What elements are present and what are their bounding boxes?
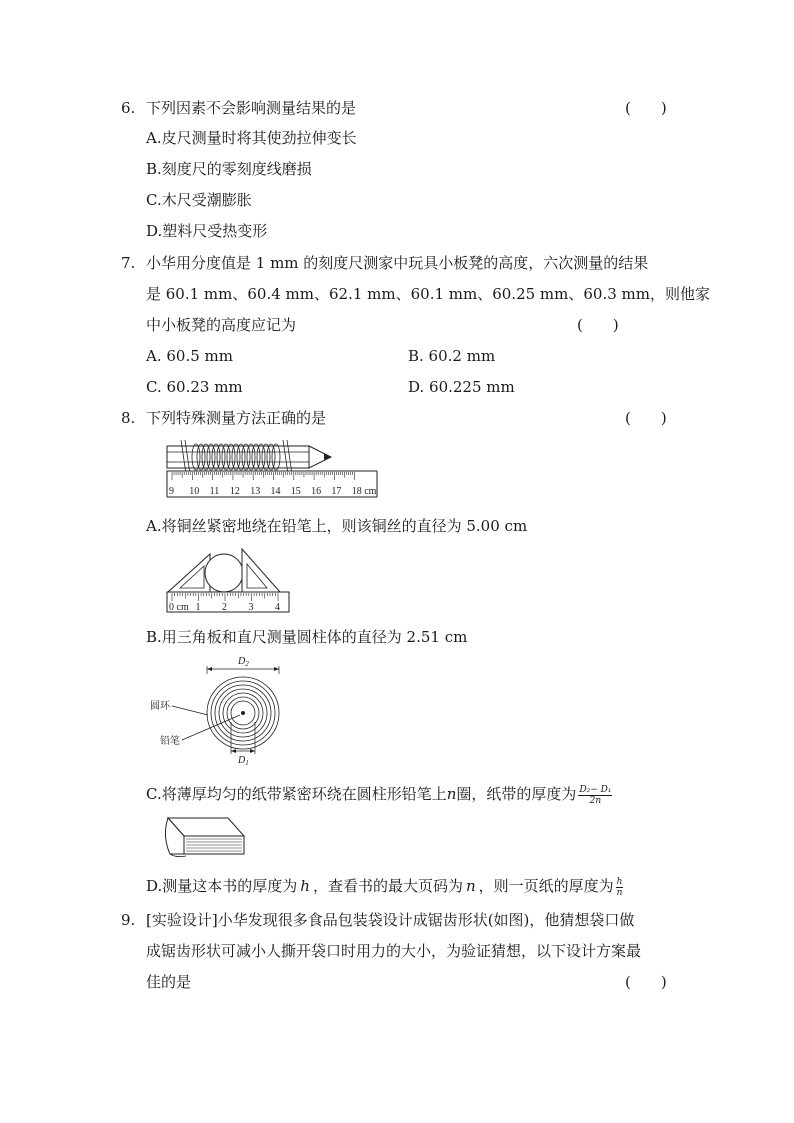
question-7-number: 7. (121, 254, 136, 272)
question-7-stem-line-3: 中小板凳的高度应记为 (146, 316, 297, 334)
ruler-label: 0 cm (169, 602, 189, 613)
ruler-label: 14 (270, 486, 281, 497)
question-8-option-d: D.测量这本书的厚度为 h ，查看书的最大页码为 n ，则一页纸的厚度为 $\frac{h}{n}$ (146, 876, 623, 898)
ruler-label: 12 (229, 486, 240, 497)
ruler-label: 9 (169, 486, 174, 497)
ruler-label: 10 (189, 486, 200, 497)
question-8-answer-blank: ( ) (625, 409, 667, 427)
ruler-label: 3 (248, 602, 254, 613)
question-9-number: 9. (121, 911, 136, 929)
question-7-option-d: D. 60.225 mm (408, 378, 515, 396)
figure-b-triangles-cylinder (166, 546, 292, 616)
ruler-label: 16 (311, 486, 322, 497)
question-7-answer-blank: ( ) (577, 316, 619, 334)
ruler-label: 15 (290, 486, 301, 497)
option-d-fraction: $\frac{h}{n}$ (616, 876, 623, 898)
ruler-label: 2 (222, 602, 227, 613)
question-6-option-a: A.皮尺测量时将其使劲拉伸变长 (146, 129, 357, 147)
label-d1: D (238, 755, 246, 766)
question-6-answer-blank: ( ) (625, 99, 667, 117)
question-7-stem-line-1: 小华用分度值是 1 mm 的刻度尺测家中玩具小板凳的高度，六次测量的结果 (146, 254, 649, 272)
question-8-number: 8. (121, 409, 136, 427)
ruler-label: 1 (195, 602, 201, 613)
question-7-option-a: A. 60.5 mm (146, 347, 233, 365)
question-8-option-b: B.用三角板和直尺测量圆柱体的直径为 2.51 cm (146, 628, 468, 646)
question-6-number: 6. (121, 99, 136, 117)
question-7-option-c: C. 60.23 mm (146, 378, 243, 396)
figure-d-book (162, 816, 248, 860)
option-c-fraction: $\frac{\text{D₂− D₁}}{2n}$ (579, 784, 612, 806)
question-9-answer-blank: ( ) (625, 973, 667, 991)
figure-a-wire-on-pencil (166, 436, 382, 502)
label-ring: 圆环 (150, 701, 170, 712)
label-d2: D (238, 656, 246, 667)
ruler-label: 17 (331, 486, 342, 497)
ruler-label: 18 cm (351, 486, 377, 497)
question-8-stem: 下列特殊测量方法正确的是 (146, 409, 327, 427)
label-pencil: 铅笔 (160, 736, 180, 747)
svg-text:D2: $D_2$ (238, 656, 249, 668)
ruler-label: 13 (250, 486, 261, 497)
question-9-stem-line-1: [实验设计]小华发现很多食品包装袋设计成锯齿形状(如图)，他猜想袋口做 (146, 911, 635, 929)
ruler-label: 4 (275, 602, 280, 613)
svg-text:D1: $D_1$ (238, 755, 249, 767)
question-8-option-c: C.将薄厚均匀的纸带紧密环绕在圆柱形铅笔上n圈，纸带的厚度为 $\frac{\text{D₂− D₁}}{2n}$ (146, 784, 612, 806)
question-9-stem-line-3: 佳的是 (146, 973, 192, 991)
figure-c-paper-roll (150, 652, 290, 770)
question-7-option-b: B. 60.2 mm (408, 347, 496, 365)
question-8-option-a: A.将铜丝紧密地绕在铅笔上，则该铜丝的直径为 5.00 cm (146, 517, 528, 535)
question-7-stem-line-2: 是 60.1 mm、60.4 mm、62.1 mm、60.1 mm、60.25 mm、60.3 mm，则他家 (146, 285, 710, 303)
question-6-option-b: B.刻度尺的零刻度线磨损 (146, 160, 312, 178)
question-6-option-d: D.塑料尺受热变形 (146, 222, 268, 240)
ruler-label: 11 (209, 486, 220, 497)
question-9-stem-line-2: 成锯齿形状可减小人撕开袋口时用力的大小，为验证猜想，以下设计方案最 (146, 942, 642, 960)
question-6-stem: 下列因素不会影响测量结果的是 (146, 99, 357, 117)
question-6-option-c: C.木尺受潮膨胀 (146, 191, 252, 209)
